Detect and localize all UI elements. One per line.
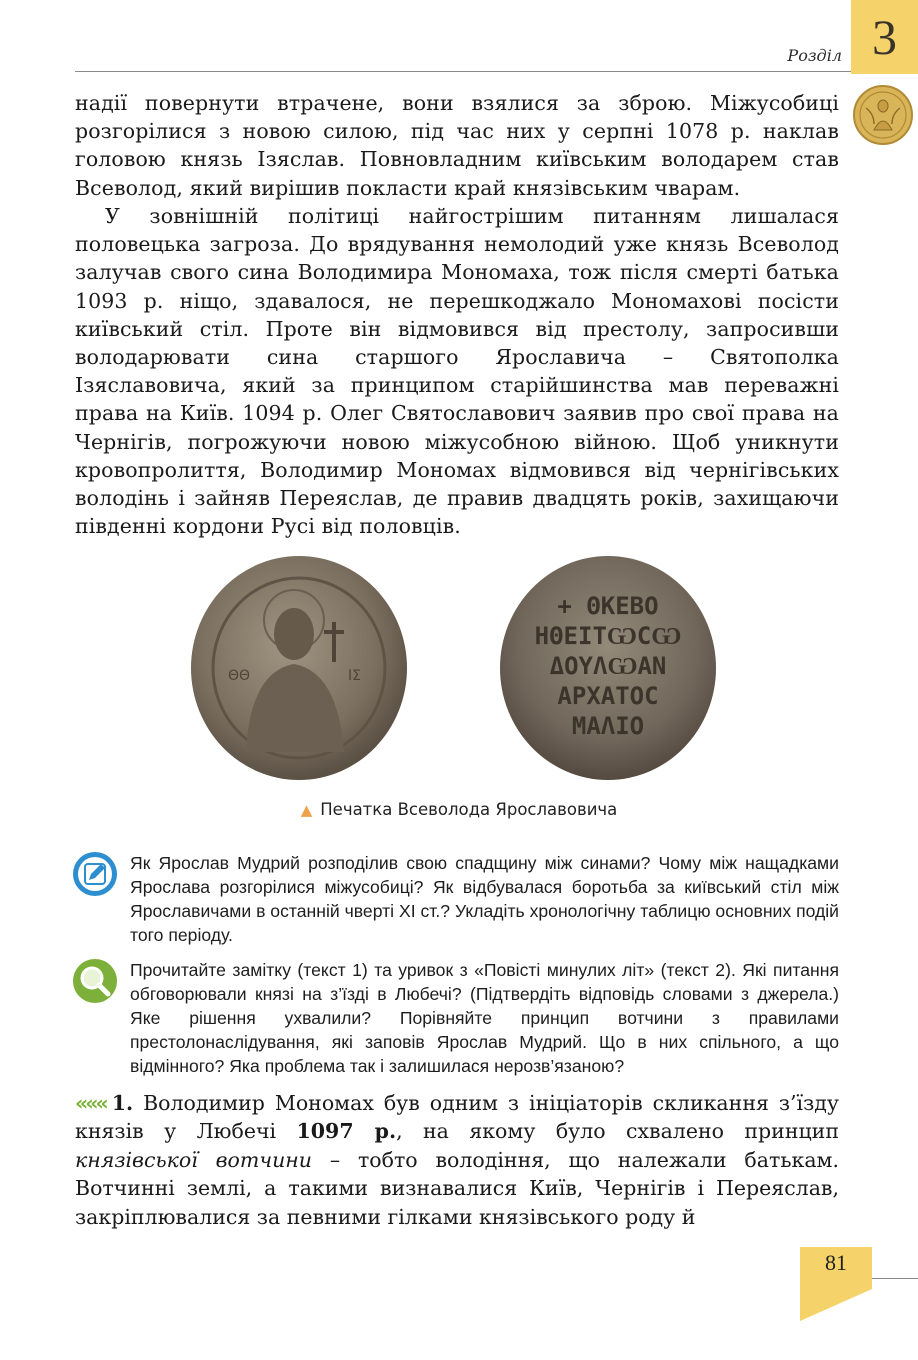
page-number: 81 (825, 1250, 847, 1275)
byzantine-seal-icon (852, 84, 914, 146)
source-term: князівської вотчини (75, 1147, 312, 1172)
source-text-a: Володимир Мономах був одним з ініціаторів скликання з’їзду князів у Любечі (75, 1091, 839, 1144)
task-question-2: Прочитайте замітку (текст 1) та уривок з «Повісті минулих літ» (текст 2). Які питання обговорювали князі на з’їзді в Любечі? (Підтвердіть відповідь словами з джерела.) Яке рішення ухвалили? Порівняйте принцип вотчини з правилами престолонаслідування, які заповів Ярослав Мудрий. Що в них спільного, а що відмінного? Яка проблема так і залишилася нерозв’язаною? (130, 960, 839, 1076)
triangle-marker-icon: ▲ (300, 801, 313, 819)
seal-obverse-image (188, 552, 410, 784)
section-number: 3 (872, 9, 897, 65)
figure-caption (0, 800, 918, 819)
source-text-c: – тобто володіння, що належали батькам. Вотчинні землі, а такими визнавалися Київ, Чернігів і Переяслав, закріплювалися за певними гілками князівського роду й (75, 1147, 839, 1229)
seal-reverse-image (497, 552, 719, 784)
page-tab-tail (800, 1289, 872, 1321)
chevron-marker-icon: ««« (75, 1091, 106, 1115)
section-label: Розділ (787, 46, 842, 65)
header-rule (75, 71, 851, 72)
magnifier-icon (72, 958, 118, 1004)
source-text-1 (75, 1089, 839, 1231)
paragraph-1: надії повернути втрачене, вони взялися за зброю. Міжусобиці розгорілися з новою силою, під час них у серпні 1078 р. наклав головою князь Ізяслав. Повновладним київським володарем став Всеволод, який вирішив покласти край князівським чварам. (75, 91, 839, 200)
seal-legend-line-4: ΑΡΧΑΤΟС (557, 682, 659, 710)
svg-text:ΘΘ: ΘΘ (228, 668, 251, 684)
svg-text:ΙΣ: ΙΣ (348, 668, 361, 684)
seal-legend-line-1: + ΘΚΕΒΟ (557, 592, 659, 620)
pencil-icon (72, 851, 118, 897)
seal-legend-line-2: ΗΘΕΙΤѠСѠ (534, 622, 682, 650)
caption-text: Печатка Всеволода Ярославовича (320, 800, 618, 819)
paragraph-2: У зовнішній політиці найгострішим питанням лишалася половецька загроза. До врядування немолодий уже князь Всеволод залучав свого сина Володимира Мономаха, тож після смерті батька 1093 р. ніщо, здавалося, не перешкоджало Мономахові посісти київський стіл. Проте він відмовився від престолу, запросивши володарювати сина старшого Ярославича – Святополка Ізяславовича, який за принципом старійшинства мав переважні права на Київ. 1094 р. Олег Святославович заявив про свої права на Чернігів, погрожуючи новою міжусобною війною. Щоб уникнути кровопролиття, Володимир Мономах відмовився від чернігівських володінь і зайняв Переяслав, де правив двадцять років, захищаючи південні кордони Русі від половців. (75, 204, 839, 539)
source-number: 1. (111, 1091, 134, 1115)
source-year: 1097 р. (296, 1119, 397, 1144)
seal-legend-line-5: ΜΑΛΙΟ (571, 712, 645, 740)
source-text-b: , на якому було схвалено принцип (396, 1119, 839, 1144)
seal-legend-line-3: ΔΟΥΛѠΑΝ (549, 652, 667, 680)
task-question-1: Як Ярослав Мудрий розподілив свою спадщину між синами? Чому між нащадками Ярослава розгорілися міжусобиці? Як відбувалася боротьба за київський стіл між Ярославичами в останній чверті ХІ ст.? Укладіть хронологічну таблицю основних подій того періоду. (130, 853, 839, 945)
